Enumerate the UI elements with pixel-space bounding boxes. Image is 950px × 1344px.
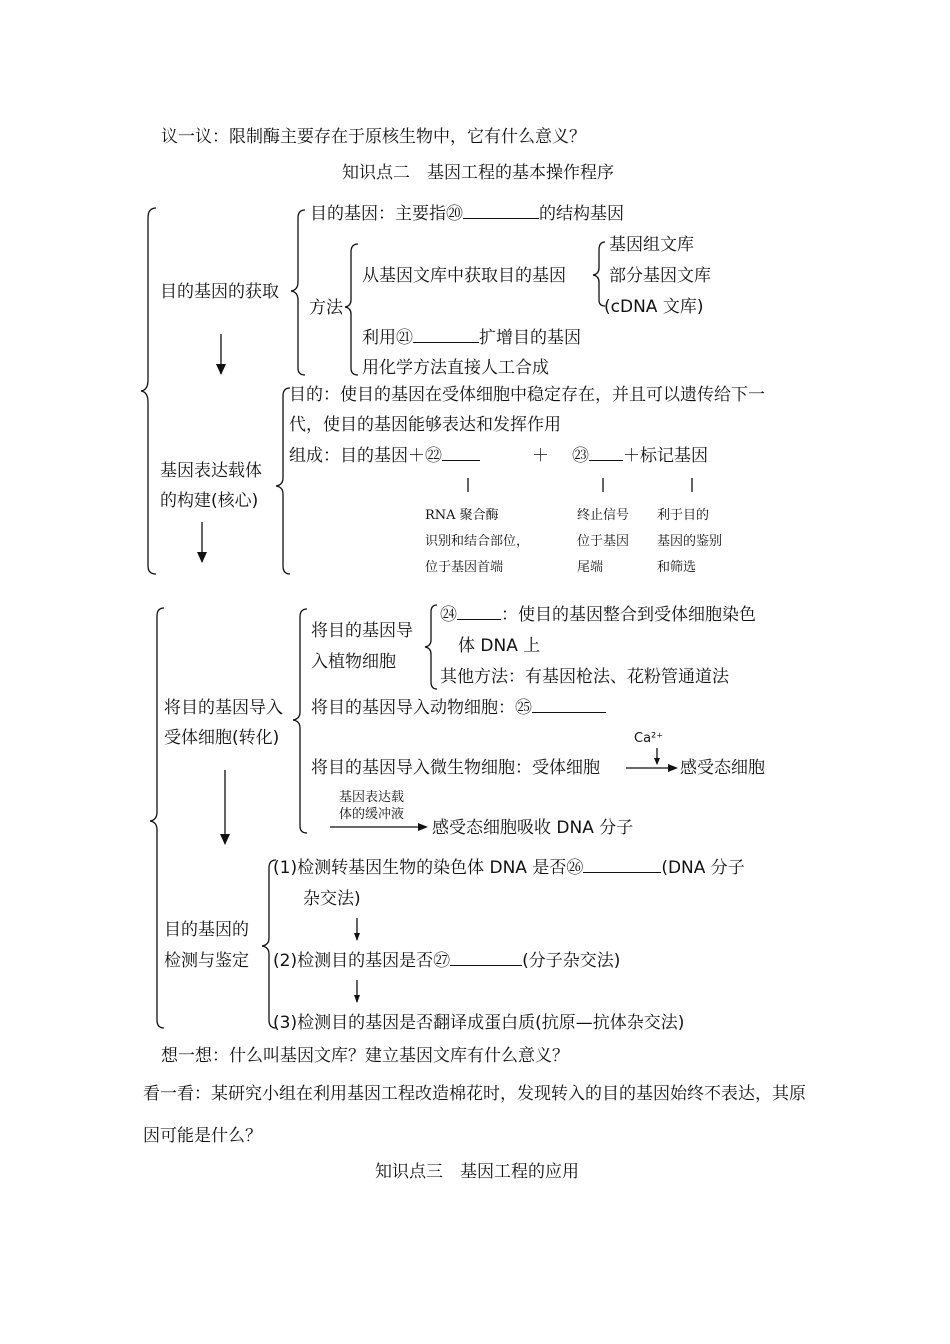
target-gene-definition [310,203,624,225]
detect-label-line1: 目的基因的 [164,920,249,940]
animal-text: 将目的基因导入动物细胞：㉕ [311,698,532,718]
blank-21[interactable] [413,328,479,343]
target-gene-text: 目的基因：主要指⑳ [310,204,463,224]
plant-method-1-line2: 体 DNA 上 [458,636,541,656]
microbe-method: 将目的基因导入微生物细胞：受体细胞 [311,758,600,778]
vector-composition [289,445,480,467]
detect-step-2 [273,950,620,972]
vector-purpose-line1: 目的：使目的基因在受体细胞中稳定存在，并且可以遗传给下一 [289,385,765,405]
competent-cell: 感受态细胞 [680,758,765,778]
partial-library: 部分基因文库 [609,266,711,286]
animal-method [311,697,606,719]
terminator-note-1: 终止信号 [577,508,630,523]
composition-promoter-terminator [572,445,708,467]
section2-title: 知识点二 基因工程的基本操作程序 [342,163,614,183]
plant-brace [425,605,437,689]
detect-step-1-tail: (DNA 分子 [661,858,745,878]
circle-23: ㉓ [572,446,589,466]
chemical-synthesis: 用化学方法直接人工合成 [362,358,549,378]
promoter-note-3: 位于基因首端 [425,560,504,575]
plant-label-line1: 将目的基因导 [311,621,413,641]
detect-step-1-text: (1)检测转基因生物的染色体 DNA 是否㉖ [273,858,584,878]
vector-brace [276,388,290,574]
detect-step-2-tail: (分子杂交法) [522,951,621,971]
buffer-label-line2: 体的缓冲液 [339,807,405,822]
acquire-label: 目的基因的获取 [160,282,279,302]
detect-step-1 [273,857,745,879]
cdna-library: (cDNA 文库) [604,297,704,317]
detect-label-line2: 检测与鉴定 [164,951,249,971]
outer-brace-bottom [150,608,164,1028]
absorb-dna: 感受态细胞吸收 DNA 分子 [432,818,634,838]
composition-marker: ＋标记基因 [623,446,708,466]
vector-purpose-line2: 代，使目的基因能够表达和发挥作用 [289,415,561,435]
composition-prefix: 组成：目的基因＋㉒ [289,446,442,466]
plant-method-1-tail: ：使目的基因整合到受体细胞染色 [501,605,756,625]
think-question: 想一想：什么叫基因文库？建立基因文库有什么意义？ [161,1046,569,1066]
promoter-note-1: RNA 聚合酶 [425,508,499,523]
pcr-method [362,327,581,349]
plant-method-2: 其他方法：有基因枪法、花粉管通道法 [440,667,729,687]
buffer-label-line1: 基因表达载 [339,790,405,805]
look-question-line1: 看一看：某研究小组在利用基因工程改造棉花时，发现转入的目的基因始终不表达，其原 [143,1084,806,1104]
methods-label: 方法 [309,298,343,318]
look-question-line2: 因可能是什么？ [143,1126,262,1146]
terminator-note-3: 尾端 [577,560,604,575]
circle-24: ㉔ [440,605,457,625]
promoter-note-2: 识别和结合部位， [425,534,530,549]
terminator-note-2: 位于基因 [577,534,630,549]
calcium-label: Ca²⁺ [634,731,664,746]
detect-step-3: (3)检测目的基因是否翻译成蛋白质(抗原—抗体杂交法) [273,1013,685,1033]
acquire-brace [291,210,305,375]
detect-step-2-text: (2)检测目的基因是否㉗ [273,951,451,971]
intro-question: 议一议：限制酶主要存在于原核生物中，它有什么意义？ [161,127,586,147]
plant-label-line2: 入植物细胞 [311,652,396,672]
target-gene-tail: 的结构基因 [539,204,624,224]
transform-brace [293,609,307,833]
from-library-method: 从基因文库中获取目的基因 [362,266,566,286]
blank-27[interactable] [450,951,522,966]
outer-brace-top [141,208,156,574]
blank-24[interactable] [457,605,501,620]
blank-23[interactable] [589,446,623,461]
marker-note-3: 和筛选 [657,560,697,575]
blank-20[interactable] [463,204,539,219]
blank-25[interactable] [532,698,606,713]
vector-label-line2: 的构建(核心) [160,491,259,511]
blank-22[interactable] [442,446,480,461]
pcr-suffix: 扩增目的基因 [479,328,581,348]
marker-note-1: 利于目的 [657,508,710,523]
section3-title: 知识点三 基因工程的应用 [375,1162,579,1182]
transform-label-line2: 受体细胞(转化) [164,728,280,748]
marker-note-2: 基因的鉴别 [657,534,723,549]
detect-step-1-line2: 杂交法) [303,889,361,909]
vector-label-line1: 基因表达载体 [160,461,262,481]
composition-plus: ＋ [532,446,549,466]
blank-26[interactable] [583,858,661,873]
detect-brace [262,860,276,1028]
transform-label-line1: 将目的基因导入 [164,698,283,718]
pcr-prefix: 利用㉑ [362,328,413,348]
plant-method-1 [440,604,756,626]
genomic-library: 基因组文库 [609,235,694,255]
methods-brace [345,244,358,375]
